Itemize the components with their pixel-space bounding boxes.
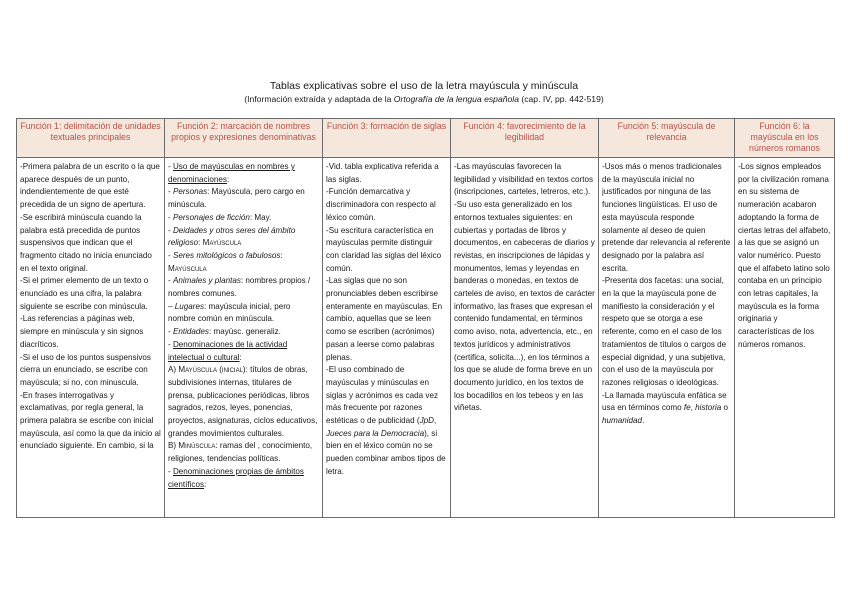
header-function-4: Función 4: favorecimiento de la legibilidad	[451, 119, 599, 158]
header-function-6: Función 6: la mayúscula en los números romanos	[735, 119, 835, 158]
list-item: - Uso de mayúsculas en nombres y denominaciones:	[168, 162, 295, 184]
paragraph: -Vid. tabla explicativa referida a las siglas.	[326, 162, 439, 184]
header-function-3: Función 3: formación de siglas	[323, 119, 451, 158]
paragraph: -En frases interrogativas y exclamativas, por regla general, la primera palabra se escribe con inicial mayúscula, así como la que da inicio al enunciado siguiente. En cambio, si la	[20, 390, 161, 451]
paragraph: -Se escribirá minúscula cuando la palabra está precedida de puntos suspensivos que indican que el fragmento citado no inicia enunciado en el texto original.	[20, 212, 152, 273]
paragraph: -Su uso esta generalizado en los entornos textuales siguientes: en cubiertas y portadas de libros y documentos, en cabeceras de diarios y revistas, en inscripciones de lápidas y monumentos, lemas y leyendas en banderas o monedas, en textos de carteles de aviso, en textos de carácter informativo, las frases que expresan el contenido fundamental, en términos como aviso, nota, advertencia, etc., en textos jurídicos y administrativos (certifica, solicita...), en los términos a los que se alude de forma breve en un documento jurídico, en los textos de los bocadillos en los tebeos y en las viñetas.	[454, 200, 595, 413]
paragraph: -El uso combinado de mayúsculas y minúsculas en siglas y acrónimos es cada vez más frecuente por razones estéticas o de publicidad (JpD, Jueces para la Democracia), si bien en el léxico común no se pueden combinar ambos tipos de letra.	[326, 365, 446, 476]
cell-function-2	[165, 158, 323, 518]
paragraph: -Las mayúsculas favorecen la legibilidad y visibilidad en textos cortos (inscripciones, carteles, letreros, etc.).	[454, 162, 594, 197]
list-item: - Seres mitológicos o fabulosos: Mayúscula	[168, 250, 283, 273]
table-row	[17, 158, 835, 518]
list-item: B) Minúscula: ramas del , conocimiento, religiones, tendencias políticas.	[168, 441, 313, 464]
list-item: - Denominaciones propias de ámbitos científicos:	[168, 466, 304, 489]
paragraph: -Los signos empleados por la civilización romana en su sistema de numeración acabaron adoptando la forma de ciertas letras del alfabeto, a las que se asignó un valor numérico. Puesto que el alfabeto latino solo contaba en un principio con letras capitales, la mayúscula es la forma originaria y características de los números romanos.	[738, 162, 831, 349]
document-title: Tablas explicativas sobre el uso de la letra mayúscula y minúscula	[269, 80, 579, 92]
paragraph: -Su escritura característica en mayúsculas permite distinguir con claridad las siglas del léxico común.	[326, 225, 442, 273]
paragraph: -Usos más o menos tradicionales de la mayúscula inicial no justificados por ninguna de las funciones lingüísticas. El uso de esta mayúscula responde solamente al deseo de quien pretende dar relevancia al referente designado por la palabra así escrita.	[602, 162, 731, 273]
header-function-5: Función 5: mayúscula de relevancia	[599, 119, 735, 158]
list-item: - Animales y plantas: nombres propios / nombres comunes.	[168, 276, 311, 299]
paragraph: -La llamada mayúscula enfática se usa en términos como fe, historia o humanidad.	[602, 390, 728, 426]
header-function-2: Función 2: marcación de nombres propios y expresiones denominativas	[165, 119, 323, 158]
paragraph: -Si el uso de los puntos suspensivos cierra un enunciado, se escribe con mayúscula; si no, con minuscula.	[20, 352, 151, 387]
header-function-1: Función 1: delimitación de unidades textuales principales	[17, 119, 165, 158]
cell-function-1	[17, 158, 165, 518]
list-item: - Entidades: mayúsc. generaliz.	[168, 327, 281, 337]
paragraph: -Función demarcativa y discriminadora con respecto al léxico común.	[326, 187, 436, 222]
list-item: - Denominaciones de la actividad intelectual o cultural:	[168, 339, 288, 362]
list-item: - Personajes de ficción: May.	[168, 212, 272, 222]
paragraph: -Las siglas que no son pronunciables deben escribirse enteramente en mayúsculas. En cambio, aquellas que se leen como se escriben (acrónimos) pasan a leerse como palabras plenas.	[326, 276, 443, 362]
list-item: A) Mayúscula (inicial): títulos de obras, subdivisiones internas, titulares de prensa, publicaciones periódicas, libros sagrados, rezos, leyes, ponencias, proyectos, asignaturas, ciclos educativos, grandes movimientos culturales.	[168, 365, 318, 438]
cell-function-5	[599, 158, 735, 518]
list-item: – Lugares: mayúscula inicial, pero nombre común en minúscula.	[168, 301, 291, 324]
functions-table	[16, 118, 835, 518]
document-subtitle: (Información extraída y adaptada de la Ortografía de la lengua española (cap. IV, pp. 442-519)	[244, 94, 604, 104]
cell-function-3	[323, 158, 451, 518]
cell-function-6	[735, 158, 835, 518]
table-header-row	[17, 119, 835, 158]
paragraph: -Si el primer elemento de un texto o enunciado es una cifra, la palabra siguiente se escribe con minúscula.	[20, 276, 149, 311]
paragraph: -Las referencias a páginas web, siempre en minúscula y sin signos diacríticos.	[20, 314, 144, 349]
paragraph: -Presenta dos facetas: una social, en la que la mayúscula pone de manifiesto la consideración y el respeto que se otorga a ese referente, como en el caso de los tratamientos de títulos o cargos de especial dignidad, y una subjetiva, con el uso de la mayúscula por razones religiosas o ideológicas.	[602, 276, 727, 387]
paragraph: -Primera palabra de un escrito o la que aparece después de un punto, indendientemente de que esté precedida de un signo de apertura.	[20, 162, 160, 210]
list-item: - Personas: Mayúscula, pero cargo en minúscula.	[168, 187, 305, 210]
list-item: - Deidades y otros seres del ámbito religioso: Mayúscula	[168, 225, 296, 248]
cell-function-4	[451, 158, 599, 518]
